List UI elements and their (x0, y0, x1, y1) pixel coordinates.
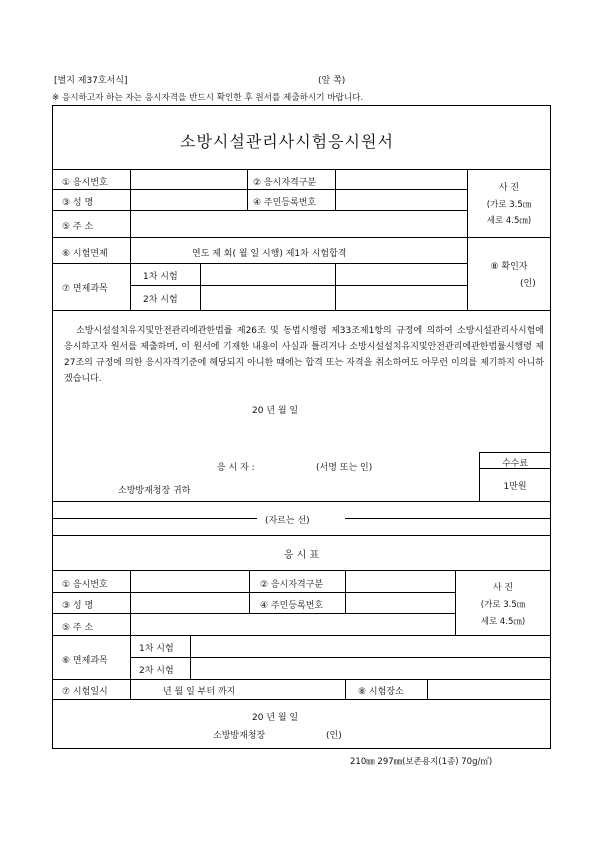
confirm-label: ⑧ 확인자 (490, 262, 528, 272)
ticket-issuer-seal: (인) (326, 731, 342, 741)
notice: ※ 응시하고자 하는 자는 응시자격을 반드시 확인한 후 원서를 제출하시기 바랍니다. (52, 93, 364, 103)
name-label: ③ 성 명 (62, 198, 94, 208)
ticket-second-exam: 2차 시험 (139, 666, 174, 676)
fee-value: 1만원 (503, 482, 527, 492)
cut-line-left (52, 518, 257, 519)
ticket-first-exam: 1차 시험 (139, 644, 174, 654)
ticket-photo-size-height: 세로 4.5㎝) (480, 617, 526, 627)
ticket-datetime-text: 년 월 일 부터 까지 (163, 687, 236, 697)
paper-spec: 210㎜ 297㎜(보존용지(1종) 70g/㎡) (350, 757, 493, 767)
ticket-photo-title: 사 진 (492, 583, 514, 593)
ticket-place-label: ⑧ 시험장소 (358, 687, 404, 697)
applicant-sign: (서명 또는 인) (316, 463, 373, 473)
qualification-label: ② 응시자격구분 (253, 178, 317, 188)
ticket-datetime-label: ⑦ 시험일시 (62, 687, 108, 697)
application-date: 20 년 월 일 (252, 406, 299, 416)
photo-title: 사 진 (498, 183, 520, 193)
address-label: ⑤ 주 소 (62, 222, 94, 232)
ticket-exam-no-label: ① 응시번호 (62, 580, 108, 590)
ticket-photo-size-width: (가로 3.5㎝ (480, 600, 526, 610)
ticket-qualification-label: ② 응시자격구분 (260, 580, 324, 590)
ticket-date: 20 년 월 일 (252, 713, 299, 723)
form-title: 소방시설관리사시험응시원서 (180, 132, 394, 151)
cut-line-right (345, 518, 551, 519)
applicant-label: 응 시 자 : (217, 463, 255, 473)
statement-text: 소방시설설치유지및안전관리에관한법률 제26조 및 동법시행령 제33조제1항의 규정에 의하여 소방시설관리사시험에 응시하고자 원서를 제출하며, 이 원서에 기재한 내용이 사실과 틀리거나 소방시설설치유지및안전관리에관한법률시행령 제27조의 규정에 의한 응시자격기준에 해당되지 아니한 때에는 합격 또는 자격을 취소하여도 아무런 이의를 제기하지 아니하겠습니다. (64, 326, 544, 384)
fee-label: 수수료 (501, 459, 529, 469)
exempt-subject-label: ⑦ 면제과목 (62, 284, 108, 294)
photo-size-height: 세로 4.5㎝) (486, 216, 532, 226)
ticket-title: 응 시 표 (283, 550, 320, 561)
ticket-subject-label: ⑥ 면제과목 (62, 656, 108, 666)
second-exam-label: 2차 시험 (143, 295, 178, 305)
photo-size-width: (가로 3.5㎝ (486, 200, 532, 210)
rrn-label: ④ 주민등록번호 (253, 198, 317, 208)
exam-no-label: ① 응시번호 (62, 178, 108, 188)
recipient: 소방방재청장 귀하 (118, 486, 191, 496)
page-side: (앞 쪽) (318, 76, 346, 86)
first-exam-label: 1차 시험 (143, 272, 178, 282)
ticket-address-label: ⑤ 주 소 (62, 623, 94, 633)
ticket-name-label: ③ 성 명 (62, 601, 94, 611)
exemption-label: ⑥ 시험면제 (62, 249, 108, 259)
divider (52, 169, 551, 170)
confirm-seal: (인) (520, 279, 536, 289)
form-number: [별지 제37호서식] (54, 76, 128, 86)
ticket-rrn-label: ④ 주민등록번호 (260, 601, 324, 611)
exemption-text: 연도 제 회( 월 일 시행) 제1차 시험합격 (192, 249, 347, 259)
ticket-issuer: 소방방재청장 (213, 731, 266, 741)
cut-line-label: (자르는 선) (265, 516, 310, 526)
